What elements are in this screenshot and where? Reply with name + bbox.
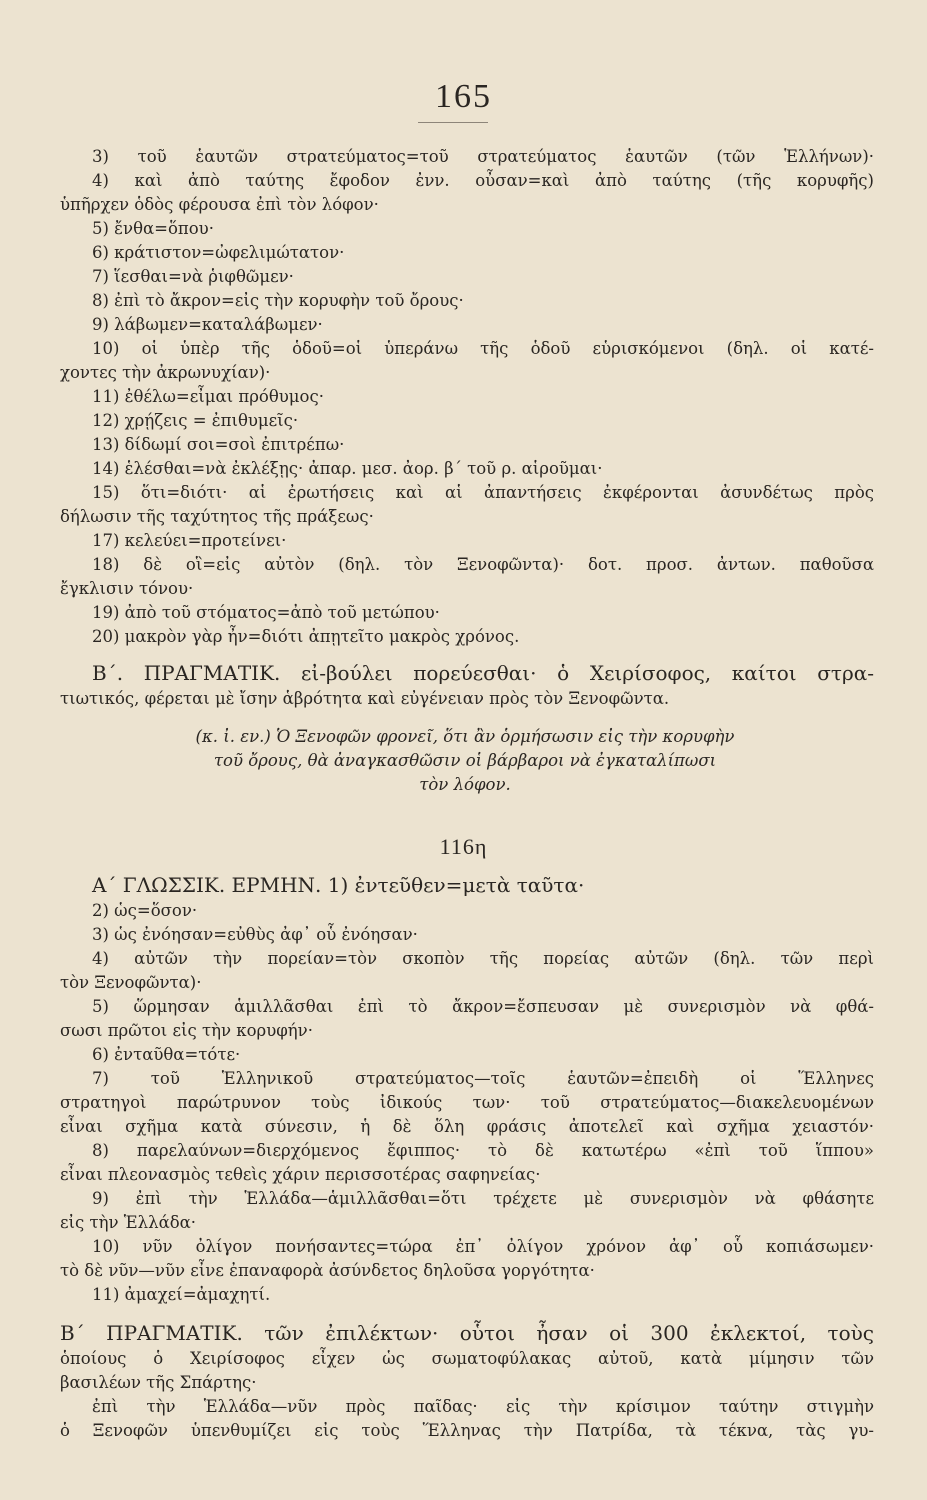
page-number-top: 165 <box>435 78 492 115</box>
note-7: 7) ἵεσθαι=νὰ ῥιφθῶμεν· <box>92 267 294 286</box>
note-15: 15) ὅτι=διότι· αἱ ἐρωτήσεις καὶ αἱ ἀπαντήσεις ἐκφέρονται ἀσυνδέτως πρὸς <box>92 483 874 502</box>
pragmatik-2-cont4: ὁ Ξενοφῶν ὑπενθυμίζει εἰς τοὺς Ἕλληνας τὴν Πατρίδα, τὰ τέκνα, τὰς γυ- <box>60 1421 874 1440</box>
note2-8: 8) παρελαύνων=διερχόμενος ἔφιππος· τὸ δὲ κατωτέρω «ἐπὶ τοῦ ἵππου» <box>92 1141 874 1160</box>
note-18-cont: ἔγκλισιν τόνου· <box>60 579 194 598</box>
pragmatik-2-cont: ὁποίους ὁ Χειρίσοφος εἶχεν ὡς σωματοφύλακας αὐτοῦ, κατὰ μίμησιν τῶν <box>60 1349 874 1368</box>
note-4-cont: ὑπῆρχεν ὁδὸς φέρουσα ἐπὶ τὸν λόφον· <box>60 195 379 214</box>
note-10-cont: χοντες τὴν ἀκρωνυχίαν)· <box>60 363 271 382</box>
note2-7: 7) τοῦ Ἑλληνικοῦ στρατεύματος—τοῖς ἑαυτῶν=ἐπειδὴ οἱ Ἕλληνες <box>92 1069 874 1088</box>
note2-7-cont: στρατηγοὶ παρώτρυνον τοὺς ἰδικούς των· τοῦ στρατεύματος—διακελευομένων <box>60 1093 874 1112</box>
note2-10-cont: τὸ δὲ νῦν—νῦν εἶνε ἐπαναφορὰ ἀσύνδετος δηλοῦσα γοργότητα· <box>60 1261 595 1280</box>
note2-4: 4) αὐτῶν τὴν πορείαν=τὸν σκοπὸν τῆς πορείας αὐτῶν (δηλ. τῶν περὶ <box>92 949 874 968</box>
note-11: 11) ἐθέλω=εἶμαι πρόθυμος· <box>92 387 324 406</box>
pragmatik-2-cont2: βασιλέων τῆς Σπάρτης· <box>60 1373 257 1392</box>
page-number-underline <box>418 122 488 123</box>
note-6: 6) κράτιστον=ὠφελιμώτατον· <box>92 243 345 262</box>
note2-2: 2) ὡς=ὅσον· <box>92 901 198 920</box>
note-3: 3) τοῦ ἑαυτῶν στρατεύματος=τοῦ στρατεύματος ἑαυτῶν (τῶν Ἑλλήνων)· <box>92 147 874 166</box>
pragmatik-1-cont: τιωτικός, φέρεται μὲ ἴσην ἁβρότητα καὶ εὐγένειαν πρὸς τὸν Ξενοφῶντα. <box>60 689 670 708</box>
note-5: 5) ἔνθα=ὅπου· <box>92 219 214 238</box>
note2-5: 5) ὥρμησαν ἁμιλλᾶσθαι ἐπὶ τὸ ἄκρον=ἔσπευσαν μὲ συνερισμὸν νὰ φθά- <box>92 997 874 1016</box>
note2-5-cont: σωσι πρῶτοι εἰς τὴν κορυφήν· <box>60 1021 313 1040</box>
note2-9: 9) ἐπὶ τὴν Ἑλλάδα—ἁμιλλᾶσθαι=ὅτι τρέχετε μὲ συνερισμὸν νὰ φθάσητε <box>92 1189 874 1208</box>
note-10: 10) οἱ ὑπὲρ τῆς ὁδοῦ=οἱ ὑπεράνω τῆς ὁδοῦ εὑρισκόμενοι (δηλ. οἱ κατέ- <box>92 339 874 358</box>
pragmatik-heading-1: Β´. ΠΡΑΓΜΑΤΙΚ. εἰ-βούλει πορεύεσθαι· ὁ Χειρίσοφος, καίτοι στρα- <box>92 661 874 685</box>
note-4: 4) καὶ ἀπὸ ταύτης ἔφοδον ἐνν. οὖσαν=καὶ ἀπὸ ταύτης (τῆς κορυφῆς) <box>92 171 874 190</box>
note2-3: 3) ὡς ἐνόησαν=εὐθὺς ἀφ᾿ οὗ ἐνόησαν· <box>92 925 418 944</box>
note2-6: 6) ἐνταῦθα=τότε· <box>92 1045 241 1064</box>
note-17: 17) κελεύει=προτείνει· <box>92 531 287 550</box>
pragmatik-2-cont3: ἐπὶ τὴν Ἑλλάδα—νῦν πρὸς παῖδας· εἰς τὴν κρίσιμον ταύτην στιγμὴν <box>92 1397 874 1416</box>
quote-line-1: (κ. ἰ. εν.) Ὁ Ξενοφῶν φρονεῖ, ὅτι ἂν ὁρμήσωσιν εἰς τὴν κορυφὴν <box>195 727 735 746</box>
note-8: 8) ἐπὶ τὸ ἄκρον=εἰς τὴν κορυφὴν τοῦ ὄρους· <box>92 291 464 310</box>
quote-line-2: τοῦ ὄρους, θὰ ἀναγκασθῶσιν οἱ βάρβαροι νὰ ἐγκαταλίπωσι <box>213 751 717 770</box>
note-15-cont: δήλωσιν τῆς ταχύτητος τῆς πράξεως· <box>60 507 374 526</box>
note-14: 14) ἑλέσθαι=νὰ ἐκλέξῃς· ἀπαρ. μεσ. ἀορ. β´ τοῦ ρ. αἱροῦμαι· <box>92 459 603 478</box>
glossik-heading: Α´ ΓΛΩΣΣΙΚ. ΕΡΜΗΝ. 1) ἐντεῦθεν=μετὰ ταῦτα· <box>92 873 585 897</box>
note-13: 13) δίδωμί σοι=σοὶ ἐπιτρέπω· <box>92 435 345 454</box>
note2-10: 10) νῦν ὀλίγον πονήσαντες=τώρα ἐπ᾿ ὀλίγον χρόνον ἀφ᾿ οὗ κοπιάσωμεν· <box>92 1237 874 1256</box>
note2-7-cont2: εἶναι σχῆμα κατὰ σύνεσιν, ἡ δὲ ὅλη φράσις ἀποτελεῖ καὶ σχῆμα χειαστόν· <box>60 1117 874 1136</box>
note-19: 19) ἀπὸ τοῦ στόματος=ἀπὸ τοῦ μετώπου· <box>92 603 440 622</box>
page-number-mid: 116η <box>439 834 488 859</box>
pragmatik-heading-2: Β´ ΠΡΑΓΜΑΤΙΚ. τῶν ἐπιλέκτων· οὗτοι ἦσαν οἱ 300 ἐκλεκτοί, τοὺς <box>60 1321 874 1345</box>
note2-8-cont: εἶναι πλεονασμὸς τεθεὶς χάριν περισσοτέρας σαφηνείας· <box>60 1165 541 1184</box>
quote-line-3: τὸν λόφον. <box>419 775 511 794</box>
note-12: 12) χρῄζεις = ἐπιθυμεῖς· <box>92 411 299 430</box>
note2-4-cont: τὸν Ξενοφῶντα)· <box>60 973 202 992</box>
note-18: 18) δὲ οἳ=εἰς αὐτὸν (δηλ. τὸν Ξενοφῶντα)· δοτ. προσ. ἀντων. παθοῦσα <box>92 555 874 574</box>
note2-11: 11) ἀμαχεί=ἀμαχητί. <box>92 1285 271 1304</box>
note-20: 20) μακρὸν γὰρ ἦν=διότι ἀπῃτεῖτο μακρὸς χρόνος. <box>92 627 520 646</box>
note-9: 9) λάβωμεν=καταλάβωμεν· <box>92 315 323 334</box>
note2-9-cont: εἰς τὴν Ἑλλάδα· <box>60 1213 197 1232</box>
